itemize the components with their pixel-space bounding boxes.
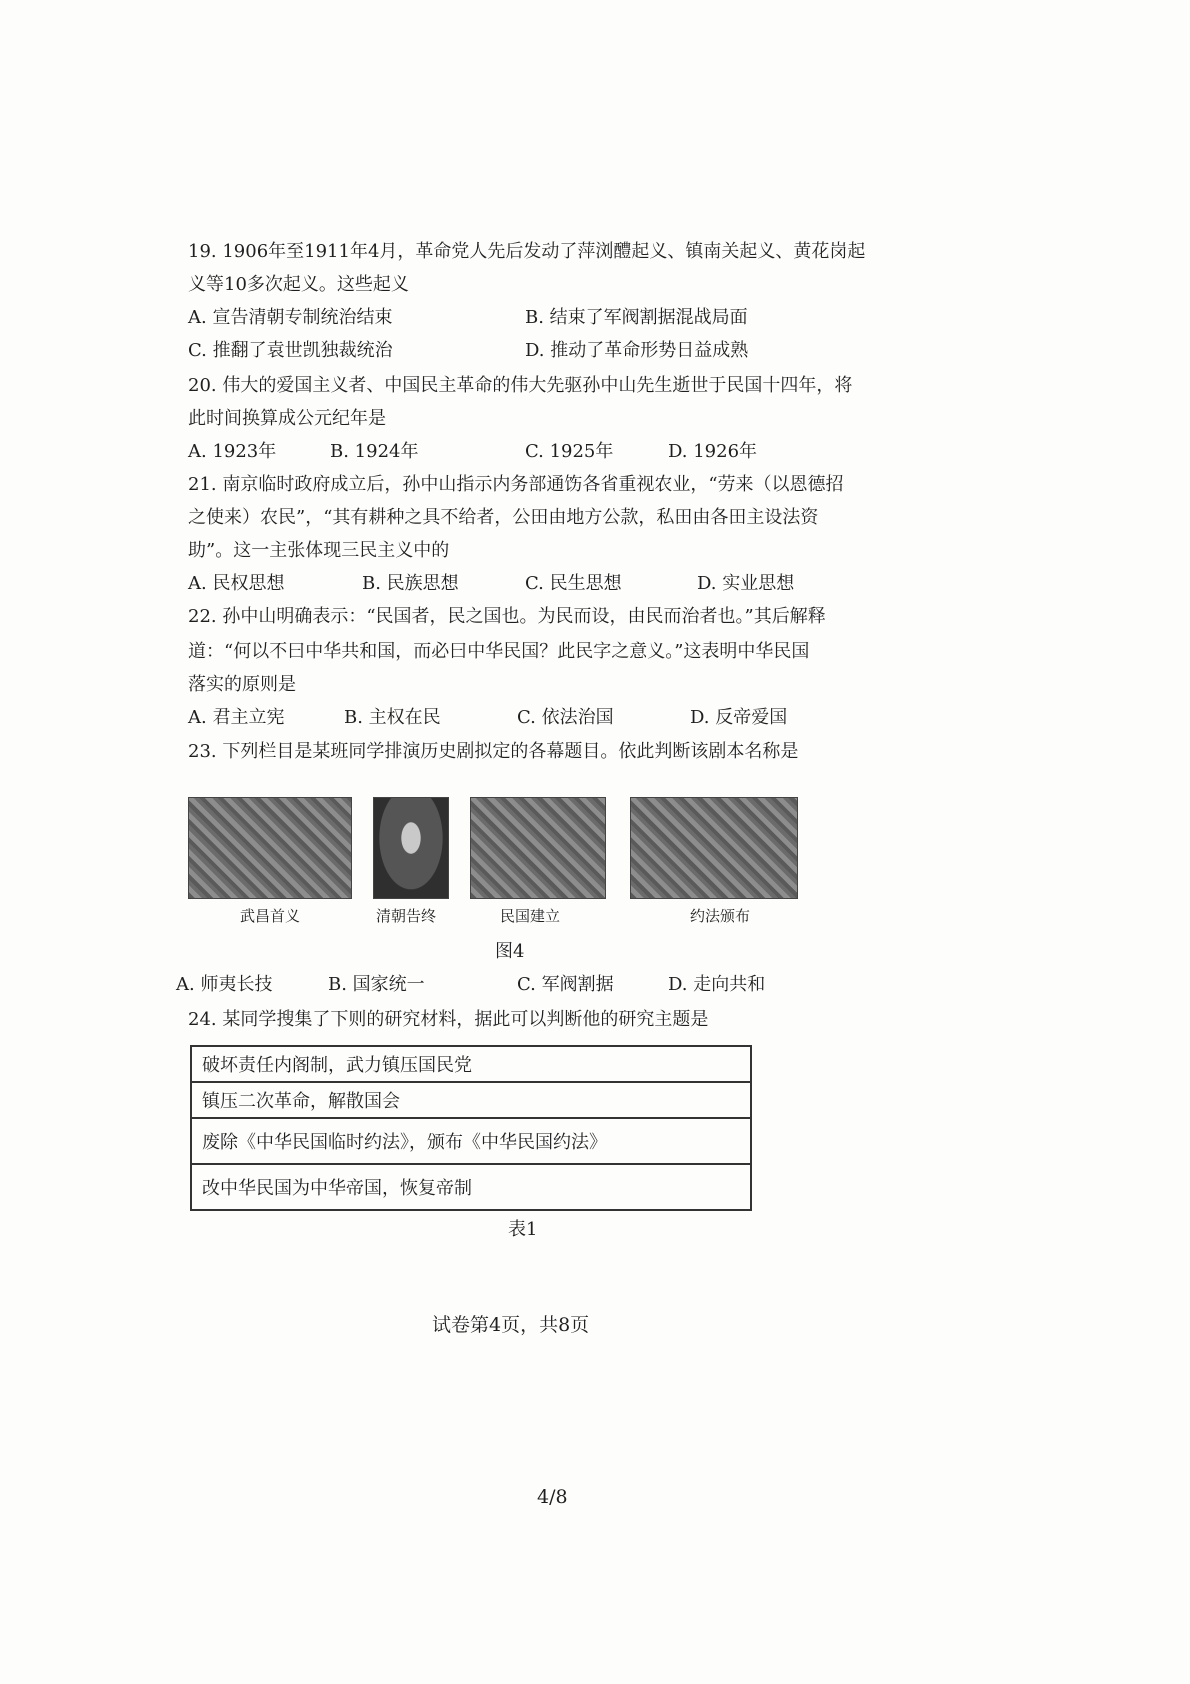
table-cell: 破坏责任内阁制，武力镇压国民党 [191, 1046, 751, 1082]
table-row [191, 1046, 751, 1082]
figure-label: 图4 [495, 941, 525, 962]
q21-option-a[interactable]: A. 民权思想 [188, 573, 285, 594]
q20-stem-line1: 20. 伟大的爱国主义者、中国民主革命的伟大先驱孙中山先生逝世于民国十四年，将 [188, 375, 853, 396]
q23-option-b[interactable]: B. 国家统一 [328, 974, 425, 995]
q21-option-c[interactable]: C. 民生思想 [525, 573, 622, 594]
q19-stem-line1: 19. 1906年至1911年4月，革命党人先后发动了萍浏醴起义、镇南关起义、黄花岗起 [188, 241, 866, 262]
page-footer: 试卷第4页，共8页 [432, 1314, 590, 1336]
q19-stem-line2: 义等10多次起义。这些起义 [188, 274, 409, 295]
q19-option-a[interactable]: A. 宣告清朝专制统治结束 [188, 307, 393, 328]
q20-option-c[interactable]: C. 1925年 [525, 441, 614, 462]
q22-stem-line3: 落实的原则是 [188, 674, 296, 695]
table-cell: 改中华民国为中华帝国，恢复帝制 [191, 1164, 751, 1210]
figure-photo-2 [373, 797, 449, 899]
q22-stem-line1: 22. 孙中山明确表示：“民国者，民之国也。为民而设，由民而治者也。”其后解释 [188, 606, 826, 627]
figure-caption-2: 清朝告终 [376, 907, 437, 925]
q20-option-b[interactable]: B. 1924年 [330, 441, 419, 462]
q23-stem: 23. 下列栏目是某班同学排演历史剧拟定的各幕题目。依此判断该剧本名称是 [188, 741, 799, 762]
q21-stem-line1: 21. 南京临时政府成立后，孙中山指示内务部通饬各省重视农业，“劳来（以恩德招 [188, 474, 844, 495]
figure-caption-3: 民国建立 [500, 907, 561, 925]
q22-stem-line2: 道：“何以不曰中华共和国，而必曰中华民国？此民字之意义。”这表明中华民国 [188, 641, 810, 662]
q19-option-d[interactable]: D. 推动了革命形势日益成熟 [525, 340, 749, 361]
q24-stem: 24. 某同学搜集了下则的研究材料，据此可以判断他的研究主题是 [188, 1009, 709, 1030]
table-cell: 废除《中华民国临时约法》，颁布《中华民国约法》 [191, 1118, 751, 1164]
page-number: 4/8 [537, 1486, 568, 1508]
figure-caption-1: 武昌首义 [240, 907, 301, 925]
q21-option-d[interactable]: D. 实业思想 [697, 573, 795, 594]
q20-option-d[interactable]: D. 1926年 [668, 441, 758, 462]
q19-option-c[interactable]: C. 推翻了袁世凯独裁统治 [188, 340, 393, 361]
q19-option-b[interactable]: B. 结束了军阀割据混战局面 [525, 307, 748, 328]
figure-photo-3 [470, 797, 606, 899]
table-row [191, 1164, 751, 1210]
q22-option-d[interactable]: D. 反帝爱国 [690, 707, 788, 728]
figure-photo-4 [630, 797, 798, 899]
q21-stem-line3: 助”。这一主张体现三民主义中的 [188, 540, 450, 561]
figure-photo-1 [188, 797, 352, 899]
q22-option-b[interactable]: B. 主权在民 [344, 707, 441, 728]
table-cell: 镇压二次革命，解散国会 [191, 1082, 751, 1118]
q21-stem-line2: 之使来）农民”，“其有耕种之具不给者，公田由地方公款，私田由各田主设法资 [188, 507, 819, 528]
q23-option-a[interactable]: A. 师夷长技 [176, 974, 273, 995]
q20-stem-line2: 此时间换算成公元纪年是 [188, 408, 386, 429]
table-row [191, 1118, 751, 1164]
table-label: 表1 [508, 1219, 538, 1240]
figure-caption-4: 约法颁布 [690, 907, 751, 925]
q22-option-c[interactable]: C. 依法治国 [517, 707, 614, 728]
q22-option-a[interactable]: A. 君主立宪 [188, 707, 285, 728]
table-row [191, 1082, 751, 1118]
q20-option-a[interactable]: A. 1923年 [188, 441, 277, 462]
q23-option-d[interactable]: D. 走向共和 [668, 974, 766, 995]
q23-option-c[interactable]: C. 军阀割据 [517, 974, 614, 995]
q21-option-b[interactable]: B. 民族思想 [362, 573, 459, 594]
material-table [190, 1045, 752, 1211]
